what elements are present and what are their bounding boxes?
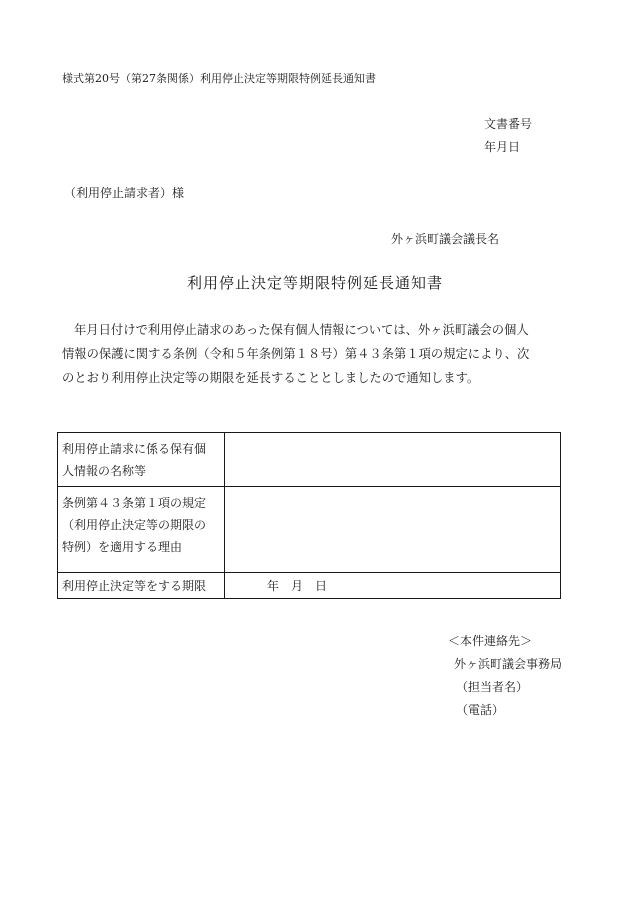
row-label-deadline: 利用停止決定等をする期限 <box>58 573 225 599</box>
document-title: 利用停止決定等期限特例延長通知書 <box>186 274 443 292</box>
table-row <box>58 573 561 599</box>
contact-person: （担当者名） <box>456 680 529 694</box>
sender-name: 外ヶ浜町議会議長名 <box>391 232 500 246</box>
contact-phone: （電話） <box>456 703 505 717</box>
row-value-deadline <box>225 573 561 599</box>
document-number: 文書番号 <box>484 117 533 131</box>
row-value-personal-info-name <box>225 433 561 487</box>
contact-heading: ＜本件連絡先＞ <box>448 634 533 648</box>
body-line: のとおり利用停止決定等の期限を延長することとしましたので通知します。 <box>62 371 480 385</box>
table-row <box>58 433 561 487</box>
recipient-name: （利用停止請求者）様 <box>64 186 185 200</box>
deadline-date: 年 月 日 <box>267 578 328 593</box>
contact-office: 外ヶ浜町議会事務局 <box>454 657 563 671</box>
document-date: 年月日 <box>484 140 521 154</box>
row-value-reason <box>225 487 561 573</box>
form-number-label: 様式第20号（第27条関係）利用停止決定等期限特例延長通知書 <box>62 72 376 85</box>
contact-block <box>448 630 562 722</box>
extension-details-table <box>57 432 561 599</box>
row-label-personal-info-name: 利用停止請求に係る保有個 人情報の名称等 <box>58 433 225 487</box>
table-row <box>58 487 561 573</box>
body-line: 年月日付けで利用停止請求のあった保有個人情報については、外ヶ浜町議会の個人 <box>74 323 529 337</box>
row-label-reason: 条例第４３条第１項の規定 （利用停止決定等の期限の 特例）を適用する理由 <box>58 487 225 573</box>
body-line: 情報の保護に関する条例（令和５年条例第１８号）第４３条第１項の規定により、次 <box>62 347 530 361</box>
notice-body <box>62 318 572 390</box>
